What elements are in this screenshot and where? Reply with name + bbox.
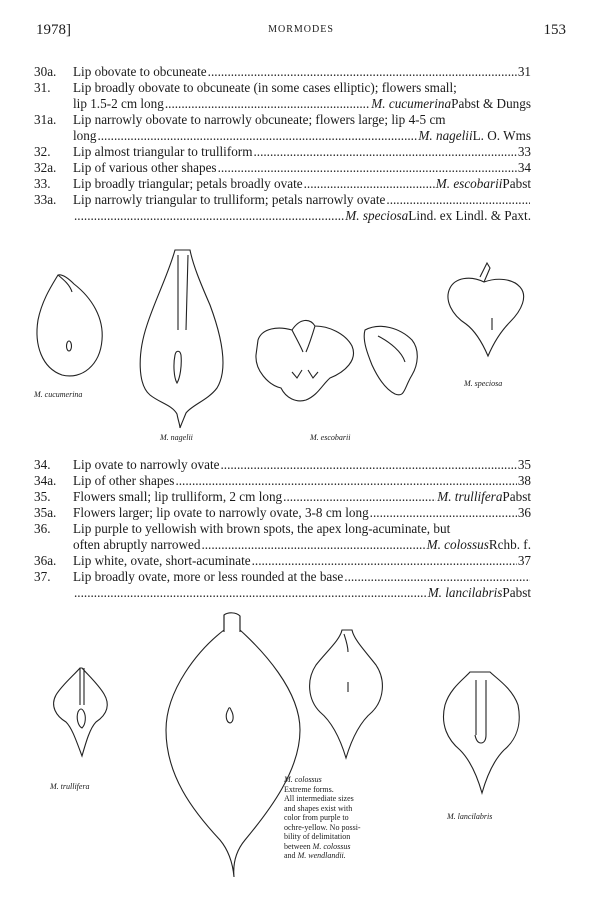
note-line: and shapes exist with bbox=[284, 803, 353, 813]
note-species: M. wendlandii. bbox=[297, 851, 346, 860]
entry-number: 34a. bbox=[34, 473, 57, 488]
speciosa-lip-drawing bbox=[448, 263, 524, 356]
caption-cucumerina: M. cucumerina bbox=[34, 390, 83, 399]
entry-target: 31 bbox=[517, 64, 531, 79]
note-line: ochre-yellow. No possi- bbox=[284, 822, 361, 832]
species-author: Pabst bbox=[502, 176, 531, 191]
entry-target: 38 bbox=[517, 473, 531, 488]
entry-number: 32a. bbox=[34, 160, 57, 175]
escobarii-side-drawing bbox=[364, 326, 417, 395]
caption-escobarii: M. escobarii bbox=[310, 433, 351, 442]
entry-target: 37 bbox=[517, 553, 531, 568]
entry-number: 32. bbox=[34, 144, 51, 159]
entry-target: 33 bbox=[517, 144, 531, 159]
nagelii-lip-drawing bbox=[140, 250, 223, 428]
entry-number: 37. bbox=[34, 569, 51, 584]
entry-number: 33a. bbox=[34, 192, 57, 207]
species-name: M. lancilabris bbox=[427, 585, 503, 600]
entry-text: Lip of other shapes bbox=[73, 473, 175, 488]
entry-text: Lip broadly ovate, more or less rounded at the base bbox=[73, 569, 344, 584]
species-author: Lind. ex Lindl. & Paxt. bbox=[408, 208, 531, 223]
species-name: M. trullifera bbox=[437, 489, 503, 504]
note-line: color from purple to bbox=[284, 813, 349, 822]
caption-lancilabris: M. lancilabris bbox=[447, 812, 493, 821]
species-name: M. colossus bbox=[426, 537, 489, 552]
note-species: M. colossus bbox=[312, 841, 351, 851]
entry-text: Lip ovate to narrowly ovate bbox=[73, 457, 220, 472]
entry-number: 34. bbox=[34, 457, 51, 472]
entry-text: Lip broadly triangular; petals broadly ovate bbox=[73, 176, 303, 191]
entry-number: 31a. bbox=[34, 112, 57, 127]
note-line: between bbox=[284, 841, 313, 851]
entry-text: Flowers larger; lip ovate to narrowly ovate, 3-8 cm long bbox=[73, 505, 369, 520]
colossus-note bbox=[284, 775, 404, 861]
caption-speciosa: M. speciosa bbox=[464, 379, 503, 388]
colossus-small-drawing bbox=[310, 630, 383, 758]
species-author: Pabst bbox=[502, 489, 531, 504]
note-species: M. colossus bbox=[284, 775, 322, 784]
species-name: M. escobarii bbox=[435, 176, 503, 191]
page-number: 153 bbox=[543, 22, 566, 38]
entry-target: 35 bbox=[517, 457, 531, 472]
entry-text: long bbox=[73, 128, 97, 143]
escobarii-front-drawing bbox=[256, 320, 354, 400]
cucumerina-lip-drawing bbox=[37, 275, 102, 376]
species-author: L. O. Wms bbox=[472, 128, 531, 143]
caption-trullifera: M. trullifera bbox=[50, 782, 90, 791]
entry-number: 31. bbox=[34, 80, 51, 95]
entry-target: 34 bbox=[517, 160, 531, 175]
entry-number: 36a. bbox=[34, 553, 57, 568]
colossus-large-drawing bbox=[166, 613, 300, 877]
entry-text: Lip white, ovate, short-acuminate bbox=[73, 553, 251, 568]
entry-number: 36. bbox=[34, 521, 51, 536]
note-line: and bbox=[284, 851, 298, 860]
note-line: bility of delimitation bbox=[284, 832, 351, 841]
species-name: M. speciosa bbox=[345, 208, 409, 223]
running-title: MORMODES bbox=[268, 24, 334, 35]
entry-number: 35. bbox=[34, 489, 51, 504]
caption-nagelii: M. nagelii bbox=[160, 433, 193, 442]
entry-number: 33. bbox=[34, 176, 51, 191]
species-author: Pabst & Dungs bbox=[451, 96, 531, 111]
volume-year: 1978] bbox=[36, 22, 71, 38]
trullifera-lip-drawing bbox=[54, 668, 108, 756]
species-name: M. cucumerina bbox=[371, 96, 452, 111]
entry-text: lip 1.5-2 cm long bbox=[73, 96, 164, 111]
entry-text: Lip obovate to obcuneate bbox=[73, 64, 207, 79]
entry-number: 35a. bbox=[34, 505, 57, 520]
species-name: M. nagelii bbox=[418, 128, 473, 143]
note-line: Extreme forms. bbox=[284, 784, 334, 794]
entry-text: often abruptly narrowed bbox=[73, 537, 201, 552]
entry-number: 30a. bbox=[34, 64, 57, 79]
entry-text: Lip almost triangular to trulliform bbox=[73, 144, 253, 159]
entry-text: Lip narrowly triangular to trulliform; petals narrowly ovate bbox=[73, 192, 386, 207]
entry-text: Lip purple to yellowish with brown spots, the apex long-acuminate, but bbox=[73, 521, 451, 536]
lancilabris-lip-drawing bbox=[443, 672, 519, 793]
entry-text: Lip of various other shapes bbox=[73, 160, 217, 175]
entry-text: Lip broadly obovate to obcuneate (in some cases elliptic); flowers small; bbox=[73, 80, 457, 95]
entry-target: 36 bbox=[517, 505, 531, 520]
note-line: All intermediate sizes bbox=[284, 794, 354, 803]
entry-text: Lip narrowly obovate to narrowly obcuneate; flowers large; lip 4-5 cm bbox=[73, 112, 446, 127]
species-author: Pabst bbox=[502, 585, 531, 600]
entry-text: Flowers small; lip trulliform, 2 cm long bbox=[73, 489, 283, 504]
species-author: Rchb. f. bbox=[488, 537, 531, 552]
